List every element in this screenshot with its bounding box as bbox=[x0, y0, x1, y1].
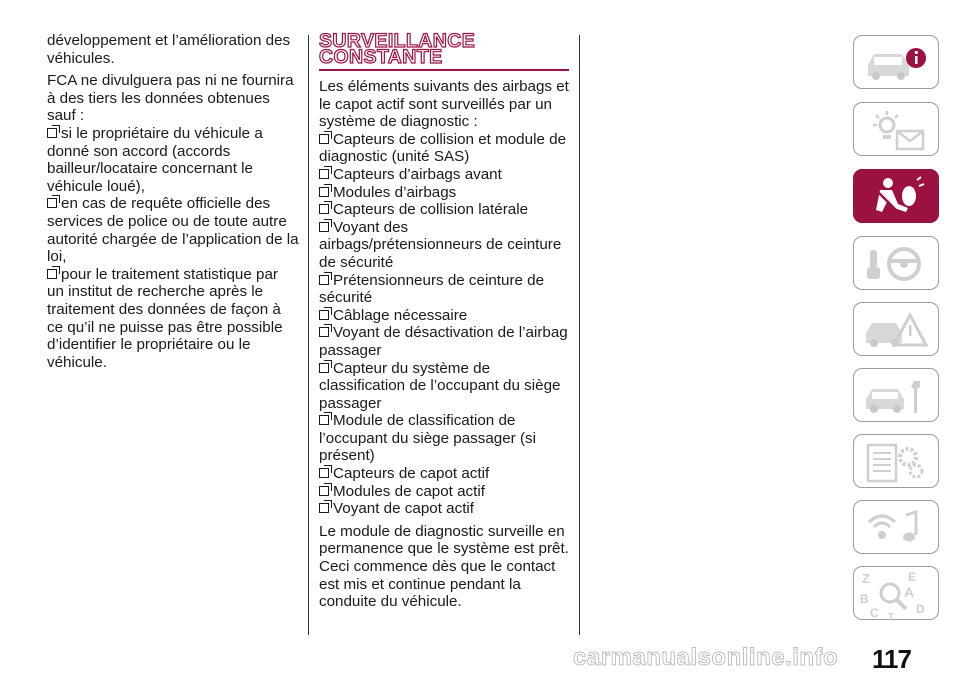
paragraph: développement et l’amélioration des véhicules. bbox=[47, 32, 291, 67]
key-steering-wheel-icon bbox=[854, 237, 940, 291]
svg-text:B: B bbox=[860, 592, 869, 606]
svg-text:E: E bbox=[908, 570, 917, 584]
car-wrench-icon bbox=[854, 369, 940, 423]
list-item: Câblage nécessaire bbox=[319, 307, 571, 325]
left-column bbox=[47, 32, 299, 371]
svg-text:D: D bbox=[916, 602, 925, 616]
airbag-seatbelt-icon bbox=[854, 170, 940, 224]
svg-text:A: A bbox=[904, 584, 915, 600]
heading-underline bbox=[319, 69, 569, 71]
list-item: si le propriétaire du véhicule a donné son accord (accords bailleur/locataire concernant le véhicule loué), bbox=[47, 124, 263, 195]
bullet-icon bbox=[319, 222, 329, 232]
list-item: Voyant des airbags/prétensionneurs de ceinture de sécurité bbox=[319, 218, 562, 271]
bullet-icon bbox=[319, 275, 329, 285]
svg-text:C: C bbox=[870, 606, 879, 620]
chapter-tab-multimedia[interactable] bbox=[853, 500, 939, 554]
list-item: Modules de capot actif bbox=[319, 483, 571, 501]
bullet-icon bbox=[319, 187, 329, 197]
bullet-icon bbox=[319, 468, 329, 478]
list-item: Voyant de capot actif bbox=[319, 500, 571, 518]
chapter-tab-index[interactable] bbox=[853, 566, 939, 620]
bullet-icon bbox=[319, 503, 329, 513]
warning-lights-icon bbox=[854, 103, 940, 157]
svg-text:T: T bbox=[888, 612, 895, 621]
paragraph: FCA ne divulguera pas ni ne fournira à des tiers les données obtenues sauf : bbox=[47, 72, 294, 125]
bullet-icon bbox=[47, 128, 57, 138]
bullet-icon bbox=[319, 363, 329, 373]
bullet-icon bbox=[319, 327, 329, 337]
list-item: Capteurs de capot actif bbox=[319, 465, 571, 483]
car-warning-triangle-icon bbox=[854, 303, 940, 357]
chapter-tab-starting-driving[interactable] bbox=[853, 236, 939, 290]
svg-text:Z: Z bbox=[862, 571, 870, 586]
column-divider bbox=[308, 35, 309, 635]
section-heading: SURVEILLANCE CONSTANTE bbox=[319, 30, 476, 68]
page-number: 117 bbox=[872, 644, 911, 674]
chapter-tab-safety[interactable] bbox=[853, 169, 939, 223]
bullet-icon bbox=[47, 269, 57, 279]
paragraph: Le module de diagnostic surveille en permanence que le système est prêt. Ceci commence dès que le contact est mis et continue pendant la conduite du véhicule. bbox=[319, 522, 569, 611]
column-divider bbox=[579, 35, 580, 635]
bullet-icon bbox=[319, 415, 329, 425]
list-item: Modules d’airbags bbox=[319, 184, 571, 202]
list-item: Prétensionneurs de ceinture de sécurité bbox=[319, 271, 545, 307]
bullet-icon bbox=[319, 486, 329, 496]
car-info-icon bbox=[854, 36, 940, 90]
multimedia-icon bbox=[854, 501, 940, 555]
bullet-icon bbox=[319, 169, 329, 179]
chapter-tab-car-info[interactable] bbox=[853, 35, 939, 89]
bullet-icon bbox=[319, 134, 329, 144]
list-item: Capteurs de collision et module de diagnostic (unité SAS) bbox=[319, 130, 567, 166]
right-column bbox=[319, 78, 571, 616]
chapter-tab-maintenance[interactable] bbox=[853, 368, 939, 422]
watermark: carmanualsonline.info bbox=[573, 644, 839, 671]
list-item: pour le traitement statistique par un institut de recherche après le traitement des données de façon à ce qu’il ne puisse pas être possible d’identifier le propriétaire ou le véhicule. bbox=[47, 265, 283, 371]
bullet-icon bbox=[47, 198, 57, 208]
alphabetical-index-icon bbox=[854, 567, 940, 621]
list-item: en cas de requête officielle des services de police ou de toute autre autorité chargée de l’application de la loi, bbox=[47, 195, 299, 266]
list-item: Capteurs de collision latérale bbox=[319, 201, 571, 219]
chapter-tab-technical-data[interactable] bbox=[853, 434, 939, 488]
list-item: Capteurs d’airbags avant bbox=[319, 166, 571, 184]
paragraph: Les éléments suivants des airbags et le capot actif sont surveillés par un système de diagnostic : bbox=[319, 78, 569, 131]
list-item: Capteur du système de classification de l’occupant du siège passager bbox=[319, 359, 561, 412]
list-item: Voyant de désactivation de l’airbag passager bbox=[319, 324, 568, 359]
chapter-tab-emergency[interactable] bbox=[853, 302, 939, 356]
specs-gears-icon bbox=[854, 435, 940, 489]
bullet-icon bbox=[319, 204, 329, 214]
list-item: Module de classification de l’occupant du siège passager (si présent) bbox=[319, 412, 536, 465]
bullet-icon bbox=[319, 310, 329, 320]
chapter-tab-warning-lights[interactable] bbox=[853, 102, 939, 156]
